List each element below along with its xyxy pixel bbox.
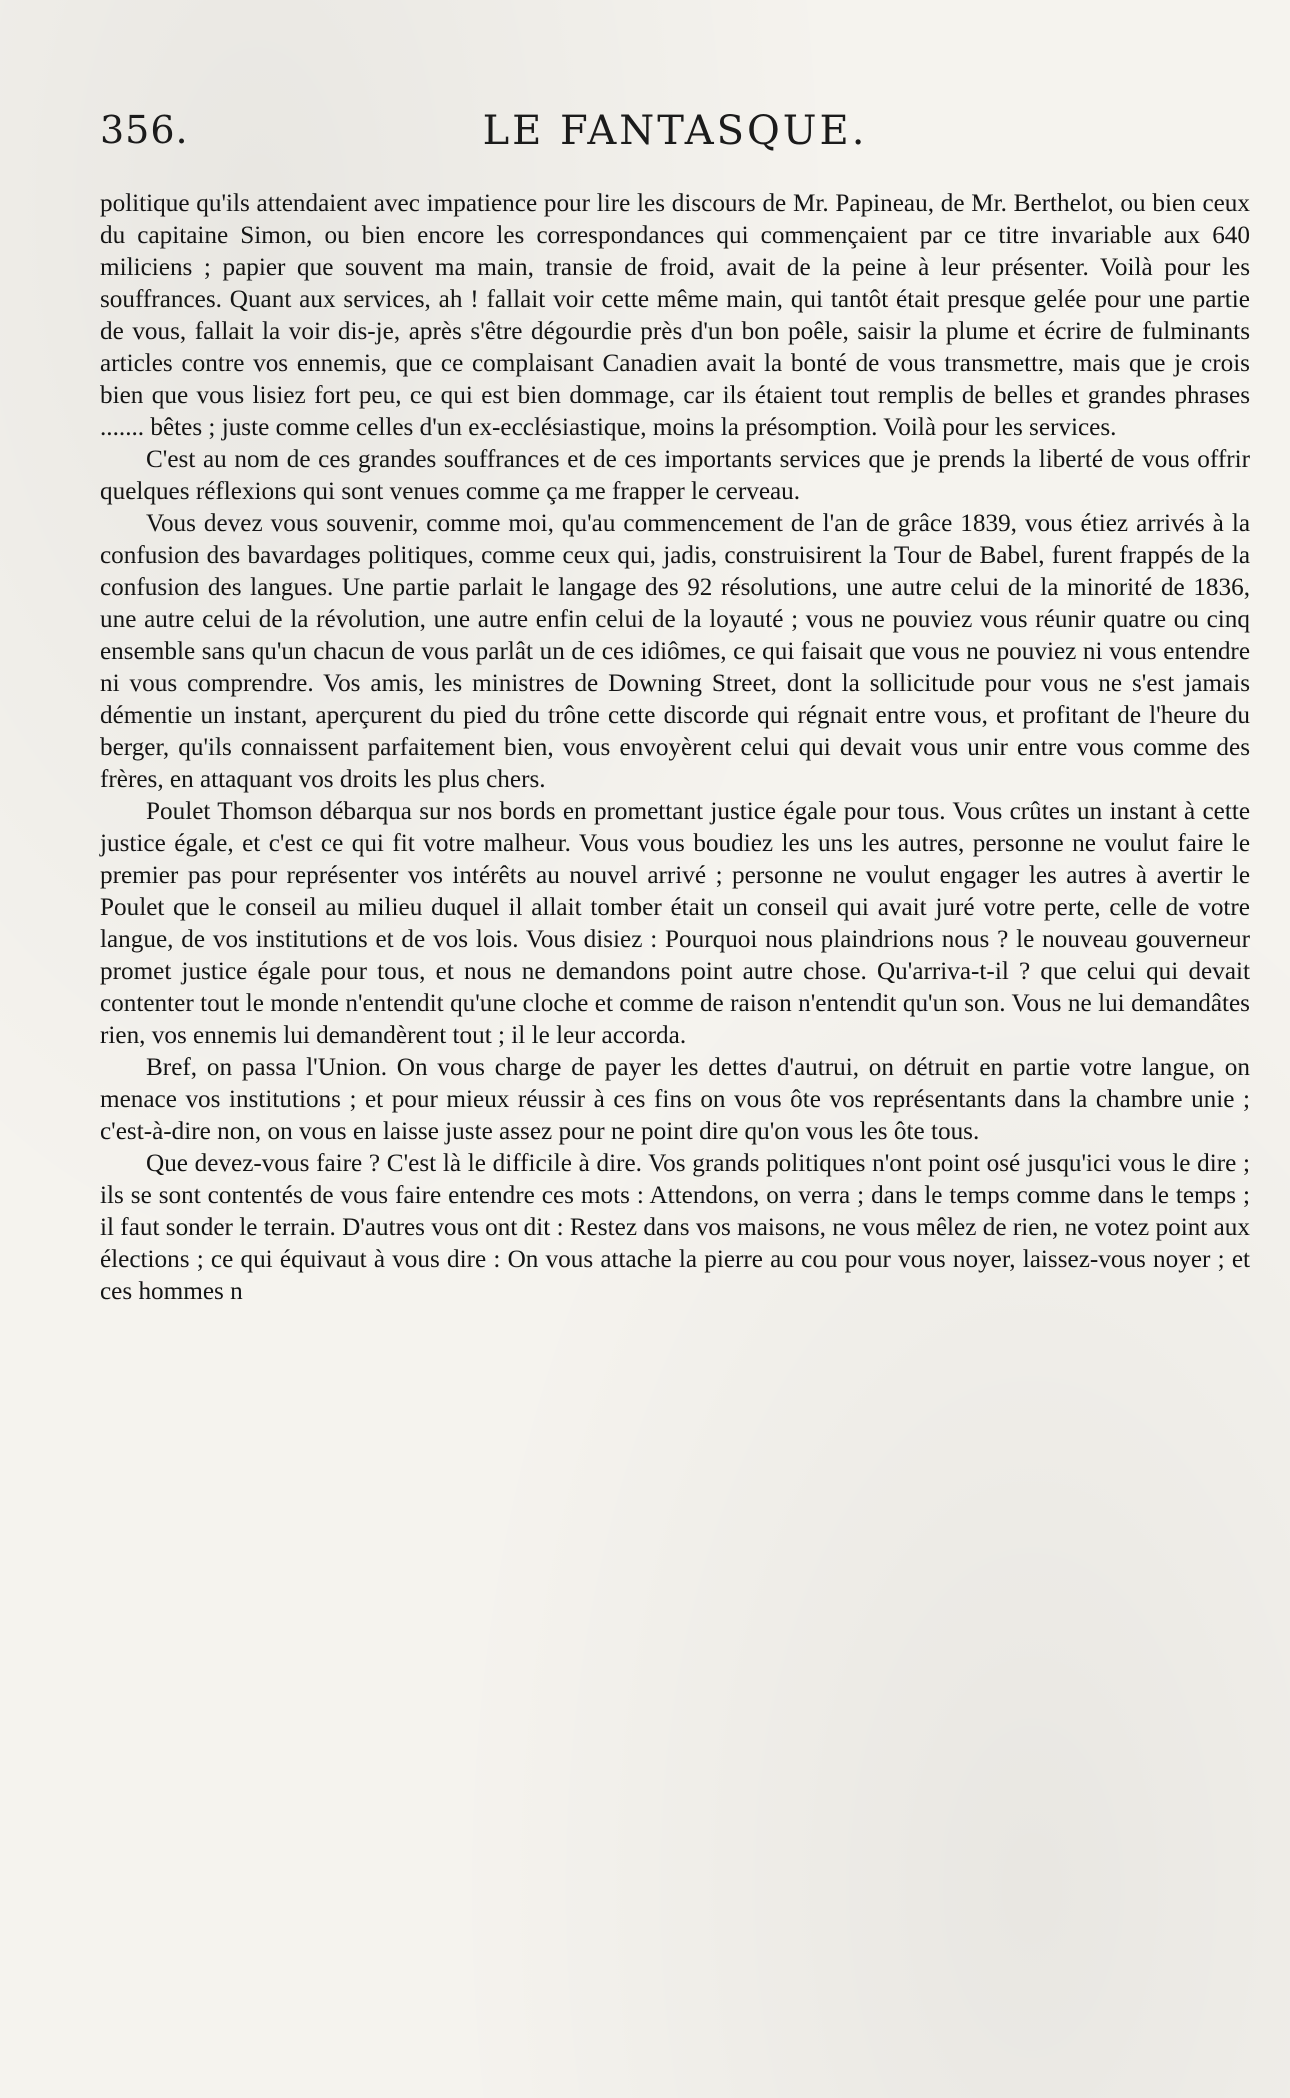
paragraph: politique qu'ils attendaient avec impatience pour lire les discours de Mr. Papineau, de Mr. Berthelot, ou bien ceux du capitaine Simon, ou bien encore les correspondances qui commençaient par ce titre invariable aux 640 miliciens ; papier que souvent ma main, transie de froid, avait de la peine à leur présenter. Voilà pour les souffrances. Quant aux services, ah ! fallait voir cette même main, qui tantôt était presque gelée pour une partie de vous, fallait la voir dis-je, après s'être dégourdie près d'un bon poêle, saisir la plume et écrire de fulminants articles contre vos ennemis, que ce complaisant Canadien avait la bonté de vous transmettre, mais que je crois bien que vous lisiez fort peu, ce qui est bien dommage, car ils étaient tout remplis de belles et grandes phrases ....... bêtes ; juste comme celles d'un ex-ecclésiastique, moins la présomption. Voilà pour les services. bbox=[100, 190, 1250, 441]
article-body bbox=[100, 188, 1250, 1308]
paragraph: Vous devez vous souvenir, comme moi, qu'au commencement de l'an de grâce 1839, vous étiez arrivés à la confusion des bavardages politiques, comme ceux qui, jadis, construisirent la Tour de Babel, furent frappés de la confusion des langues. Une partie parlait le langage des 92 résolutions, une autre celui de la minorité de 1836, une autre celui de la révolution, une autre enfin celui de la loyauté ; vous ne pouviez vous réunir quatre ou cinq ensemble sans qu'un chacun de vous parlât un de ces idiômes, ce qui faisait que vous ne pouviez ni vous entendre ni vous comprendre. Vos amis, les ministres de Downing Street, dont la sollicitude pour vous ne s'est jamais démentie un instant, aperçurent du pied du trône cette discorde qui régnait entre vous, et profitant de l'heure du berger, qu'ils connaissent parfaitement bien, vous envoyèrent celui qui devait vous unir entre vous comme des frères, en attaquant vos droits les plus chers. bbox=[100, 510, 1250, 793]
paragraph: C'est au nom de ces grandes souffrances et de ces importants services que je prends la liberté de vous offrir quelques réflexions qui sont venues comme ça me frapper le cerveau. bbox=[100, 446, 1250, 505]
page-number: 356. bbox=[100, 108, 189, 152]
paragraph: Bref, on passa l'Union. On vous charge de payer les dettes d'autrui, on détruit en partie votre langue, on menace vos institutions ; et pour mieux réussir à ces fins on vous ôte vos représentants dans la chambre unie ; c'est-à-dire non, on vous en laisse juste assez pour ne point dire qu'on vous les ôte tous. bbox=[100, 1054, 1250, 1145]
paragraph: Que devez-vous faire ? C'est là le difficile à dire. Vos grands politiques n'ont point osé jusqu'ici vous le dire ; ils se sont contentés de vous faire entendre ces mots : Attendons, on verra ; dans le temps comme dans le temps ; il faut sonder le terrain. D'autres vous ont dit : Restez dans vos maisons, ne vous mêlez de rien, ne votez point aux élections ; ce qui équivaut à vous dire : On vous attache la pierre au cou pour vous noyer, laissez-vous noyer ; et ces hommes n bbox=[100, 1150, 1250, 1305]
page-header bbox=[100, 108, 1250, 168]
paragraph: Poulet Thomson débarqua sur nos bords en promettant justice égale pour tous. Vous crûtes un instant à cette justice égale, et c'est ce qui fit votre malheur. Vous vous boudiez les uns les autres, personne ne voulut faire le premier pas pour représenter vos intérêts au nouvel arrivé ; personne ne voulut engager les autres à avertir le Poulet que le conseil au milieu duquel il allait tomber était un conseil qui avait juré votre perte, celle de votre langue, de vos institutions et de vos lois. Vous disiez : Pourquoi nous plaindrions nous ? le nouveau gouverneur promet justice égale pour tous, et nous ne demandons point autre chose. Qu'arriva-t-il ? que celui qui devait contenter tout le monde n'entendit qu'une cloche et comme de raison n'entendit qu'un son. Vous ne lui demandâtes rien, vos ennemis lui demandèrent tout ; il le leur accorda. bbox=[100, 798, 1250, 1049]
running-title: LE FANTASQUE. bbox=[482, 108, 868, 154]
